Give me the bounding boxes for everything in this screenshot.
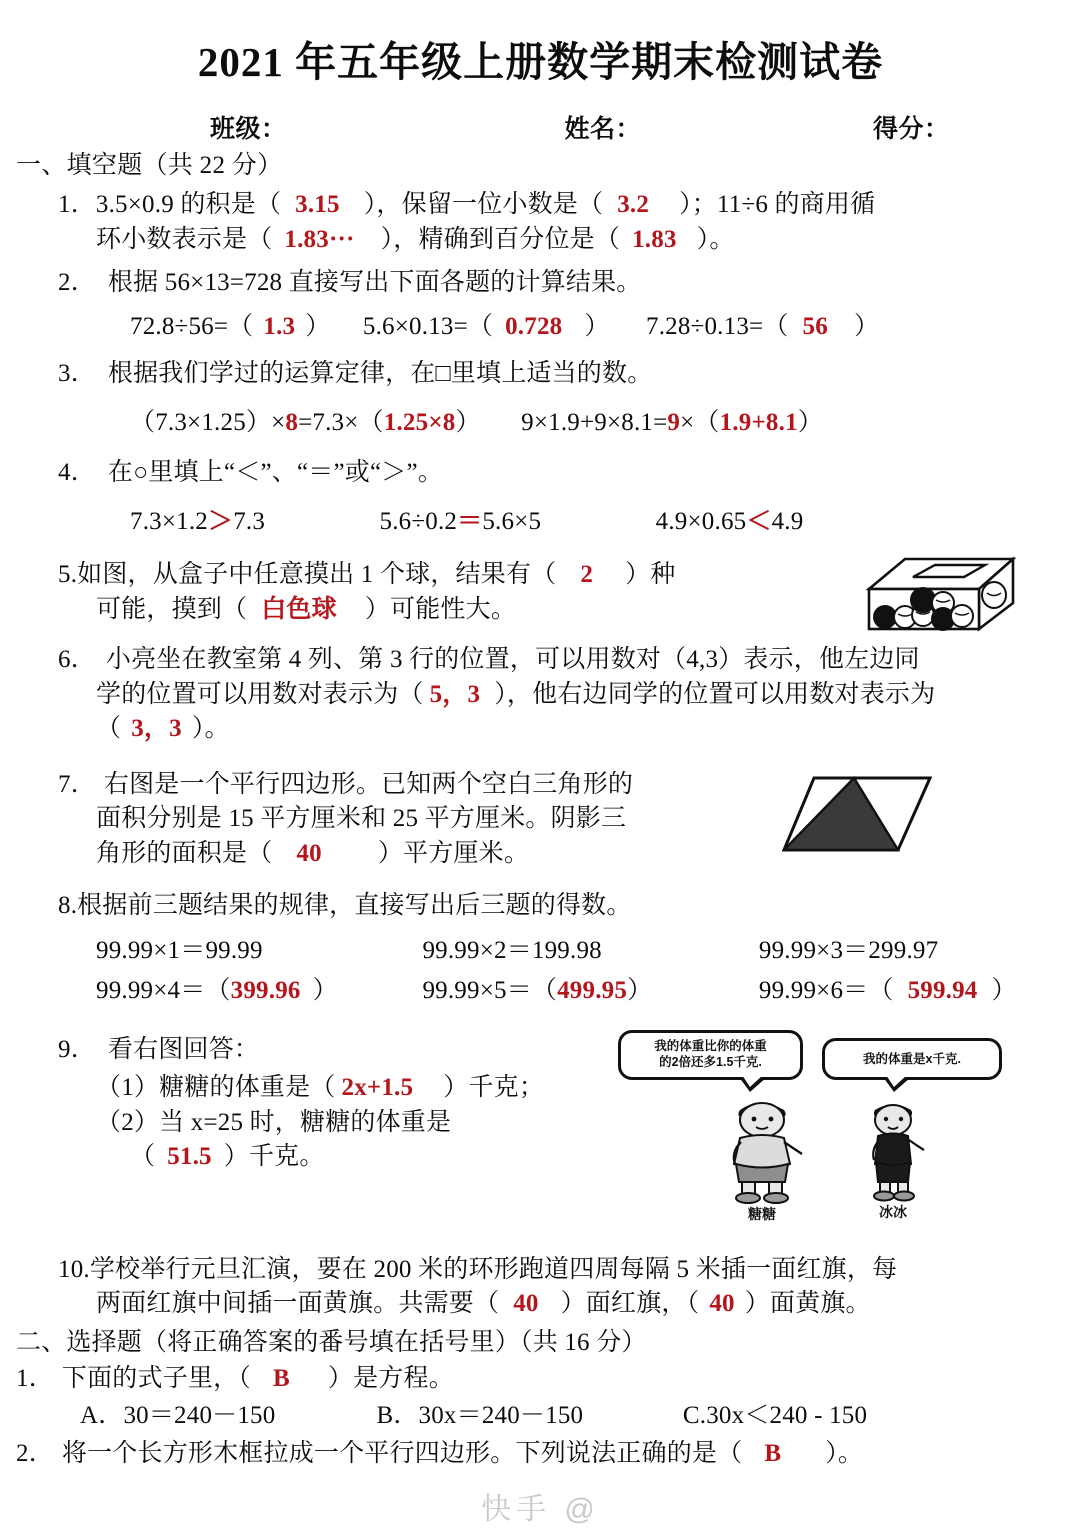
score-field-label: 得分： bbox=[873, 116, 950, 144]
s2q1-answer: B bbox=[273, 1365, 290, 1393]
s2q1-option-b[interactable]: B．30x＝240－150 bbox=[376, 1401, 584, 1429]
q8-expr-1: 99.99×5＝（ bbox=[422, 977, 558, 1005]
q4-item-2 bbox=[548, 508, 804, 535]
s2q1-text-b: ）是方程。 bbox=[327, 1365, 454, 1393]
q8-answer-1: 499.95 bbox=[557, 977, 628, 1005]
q2-answer-2: 56 bbox=[802, 312, 828, 340]
kid-name-right: 冰冰 bbox=[879, 1204, 907, 1220]
q2-expr-0: 72.8÷56=（ bbox=[130, 312, 254, 340]
q4-item-0 bbox=[130, 508, 265, 535]
q6-number: 6． bbox=[58, 646, 96, 674]
q2-item-1 bbox=[337, 313, 610, 340]
q2-close-2: ） bbox=[853, 312, 880, 340]
q2-expr-2: 7.28÷0.13=（ bbox=[646, 312, 789, 340]
q1-line2-c: ）。 bbox=[696, 225, 735, 253]
q4-text: 在○里填上“＜”、“＝”或“＞”。 bbox=[107, 459, 443, 487]
speech-bubble-right bbox=[822, 1038, 1002, 1080]
bubble-right-text: 我的体重是x千克. bbox=[863, 1052, 961, 1066]
q8-answer-item-0 bbox=[96, 974, 416, 1009]
q5-text-c: 可能，摸到（ bbox=[96, 595, 248, 623]
question-2-answers-row bbox=[0, 310, 1081, 345]
q4-item-1 bbox=[272, 508, 542, 535]
q8-answer-item-2 bbox=[759, 977, 1017, 1004]
q1-text-b: ），保留一位小数是（ bbox=[363, 191, 604, 219]
speech-bubble-left bbox=[618, 1030, 803, 1080]
q8-close-0: ） bbox=[312, 977, 338, 1005]
q8-given-1: 99.99×2＝199.98 bbox=[422, 936, 602, 964]
parallelogram-figure bbox=[782, 770, 932, 858]
q10-answer-1: 40 bbox=[513, 1290, 539, 1318]
question-10-line-2 bbox=[0, 1287, 1081, 1322]
q7-text-a: 角形的面积是（ bbox=[96, 839, 273, 867]
q5-text-a: 如图，从盒子中任意摸出 1 个球，结果有（ bbox=[77, 561, 557, 589]
q6-text-line1: 小亮坐在教室第 4 列、第 3 行的位置，可以用数对（4,3）表示，他左边同 bbox=[105, 646, 920, 674]
q4-left-0: 7.3×1.2 bbox=[130, 507, 208, 535]
q3-eq1-part1: （7.3×1.25）× bbox=[130, 408, 286, 436]
kid-name-left: 糖糖 bbox=[748, 1206, 776, 1222]
section2-question-1-stem bbox=[0, 1362, 1081, 1397]
q4-sign-1: ＝ bbox=[457, 507, 483, 535]
s2q1-option-c[interactable]: C.30x＜240 - 150 bbox=[682, 1401, 868, 1429]
question-8-given-row bbox=[0, 934, 1081, 969]
question-4-comparisons-row bbox=[0, 505, 1081, 540]
q3-equation-1 bbox=[130, 409, 481, 436]
question-8-answers-row bbox=[0, 974, 1081, 1009]
s2q1-number: 1． bbox=[16, 1365, 54, 1393]
q2-expr-1: 5.6×0.13=（ bbox=[362, 312, 494, 340]
q9-sub2: （2）当 x=25 时，糖糖的体重是 bbox=[96, 1108, 452, 1136]
q8-expr-2: 99.99×6＝（ bbox=[758, 977, 894, 1005]
question-10-line-1 bbox=[0, 1253, 1081, 1288]
kid-tangtang-figure bbox=[714, 1094, 810, 1204]
q1-text-a: 3.5×0.9 的积是（ bbox=[95, 191, 282, 219]
q4-right-2: 4.9 bbox=[771, 507, 804, 535]
weight-comparison-cartoon bbox=[618, 1026, 1018, 1222]
q9-sub3-a: （ bbox=[130, 1143, 156, 1171]
bubble-left-line-2: 的2倍还多1.5千克. bbox=[659, 1055, 762, 1069]
question-1-line-1 bbox=[0, 188, 1081, 223]
s2q1-option-a[interactable]: A．30＝240－150 bbox=[80, 1401, 276, 1429]
q8-answer-item-1 bbox=[422, 974, 752, 1009]
q3-eq1-part2: =7.3×（ bbox=[298, 408, 384, 436]
q3-text: 根据我们学过的运算定律，在□里填上适当的数。 bbox=[107, 360, 653, 388]
bubble-right-tail bbox=[883, 1077, 911, 1092]
q8-text: 根据前三题结果的规律，直接写出后三题的得数。 bbox=[77, 892, 632, 920]
q8-given-0: 99.99×1＝99.99 bbox=[96, 936, 263, 964]
q7-text-line1: 右图是一个平行四边形。已知两个空白三角形的 bbox=[103, 770, 634, 798]
q1-answer-b: 3.2 bbox=[617, 191, 650, 219]
question-6-line-1 bbox=[0, 643, 1081, 678]
q7-number: 7． bbox=[58, 770, 96, 798]
q4-left-2: 4.9×0.65 bbox=[655, 507, 747, 535]
q5-text-d: ）可能性大。 bbox=[364, 595, 517, 623]
q4-sign-0: ＞ bbox=[208, 507, 234, 535]
s2q2-answer: B bbox=[764, 1440, 782, 1468]
ball-box-svg bbox=[861, 551, 1021, 641]
q9-sub1-b: ）千克； bbox=[443, 1074, 545, 1102]
q3-eq2-part2: ×（ bbox=[680, 408, 720, 436]
q10-number: 10. bbox=[58, 1255, 90, 1283]
q8-number: 8. bbox=[58, 892, 78, 920]
q3-eq1-part3: ） bbox=[455, 408, 481, 436]
q4-right-1: 5.6×5 bbox=[482, 507, 542, 535]
bubble-left-tail bbox=[739, 1077, 767, 1092]
q7-text-b: ）平方厘米。 bbox=[377, 839, 530, 867]
q6-text-a: 学的位置可以用数对表示为（ bbox=[96, 680, 424, 708]
q9-number: 9． bbox=[58, 1035, 96, 1063]
q8-given-2: 99.99×3＝299.97 bbox=[758, 936, 939, 964]
q1-text-c: ）；11÷6 的商用循 bbox=[679, 191, 876, 219]
q1-line2-b: ），精确到百分位是（ bbox=[380, 225, 621, 253]
student-info-header bbox=[0, 87, 1081, 149]
q3-eq1-answer1: 8 bbox=[285, 408, 299, 436]
question-6-line-3 bbox=[0, 712, 1081, 747]
question-8-stem bbox=[0, 889, 1081, 924]
question-3-equations-row bbox=[0, 406, 1081, 441]
s2q2-text-a: 将一个长方形木框拉成一个平行四边形。下列说法正确的是（ bbox=[61, 1440, 743, 1468]
q3-eq2-answer2: 1.9+8.1 bbox=[719, 408, 798, 436]
q5-answer-2: 白色球 bbox=[261, 595, 337, 623]
q4-sign-2: ＜ bbox=[746, 507, 772, 535]
watermark: 快手 @ bbox=[481, 1493, 600, 1526]
question-3-stem bbox=[0, 357, 1081, 392]
q10-text-a: 两面红旗中间插一面黄旗。共需要（ bbox=[96, 1290, 500, 1318]
q8-expr-0: 99.99×4＝（ bbox=[96, 977, 231, 1005]
q2-number: 2． bbox=[58, 269, 96, 297]
s2q1-text-a: 下面的式子里，（ bbox=[61, 1365, 252, 1393]
q7-answer: 40 bbox=[296, 839, 322, 867]
name-field-label: 姓名： bbox=[564, 116, 642, 144]
q6-text-c: （ bbox=[96, 715, 122, 743]
q2-answer-0: 1.3 bbox=[263, 312, 296, 340]
question-4-stem bbox=[0, 456, 1081, 491]
section2-question-2-stem bbox=[0, 1437, 1081, 1472]
q9-answer-2: 51.5 bbox=[167, 1143, 212, 1171]
section2-question-1-options bbox=[0, 1399, 1081, 1434]
q6-answer-1: 5，3 bbox=[429, 680, 481, 708]
ball-box-figure bbox=[861, 551, 1021, 641]
s2q2-number: 2． bbox=[16, 1440, 54, 1468]
q2-text: 根据 56×13=728 直接写出下面各题的计算结果。 bbox=[107, 269, 642, 297]
section-1-heading: 一、填空题（共 22 分） bbox=[16, 152, 283, 180]
q3-eq2-part1: 9×1.9+9×8.1= bbox=[521, 408, 668, 436]
page-title: 2021 年五年级上册数学期末检测试卷 bbox=[197, 39, 884, 85]
q9-sub1-a: （1）糖糖的体重是（ bbox=[96, 1074, 336, 1102]
q1-answer-a: 3.15 bbox=[295, 191, 340, 219]
q1-answer-d: 1.83 bbox=[632, 225, 677, 253]
kid-bingbing-figure bbox=[850, 1096, 936, 1204]
q1-line2-a: 环小数表示是（ bbox=[96, 225, 273, 253]
parallelogram-svg bbox=[782, 770, 932, 858]
q6-text-b: ），他右边同学的位置可以用数对表示为 bbox=[494, 680, 936, 708]
q6-text-d: ）。 bbox=[191, 715, 230, 743]
q4-number: 4． bbox=[58, 459, 96, 487]
section-2-heading: 二、选择题（将正确答案的番号填在括号里）（共 16 分） bbox=[16, 1328, 647, 1356]
q10-text-b: ）面红旗，（ bbox=[560, 1290, 700, 1318]
q3-equation-2 bbox=[487, 409, 823, 436]
q2-close-1: ） bbox=[584, 312, 610, 340]
q3-number: 3． bbox=[58, 360, 96, 388]
q10-text-line1: 学校举行元旦汇演，要在 200 米的环形跑道四周每隔 5 米插一面红旗，每 bbox=[89, 1255, 898, 1283]
s2q2-text-b: ）。 bbox=[825, 1440, 864, 1468]
class-field-label: 班级： bbox=[210, 116, 287, 144]
question-1-line-2 bbox=[0, 223, 1081, 258]
q9-text: 看右图回答： bbox=[107, 1035, 260, 1063]
bubble-left-line-1: 我的体重比你的体重 bbox=[654, 1039, 767, 1053]
q5-text-b: ）种 bbox=[625, 561, 676, 589]
q3-eq2-part3: ） bbox=[797, 408, 823, 436]
q1-number: 1． bbox=[58, 191, 96, 219]
q1-answer-c: 1.83··· bbox=[284, 225, 355, 253]
q8-close-1: ） bbox=[627, 977, 653, 1005]
q2-close-0: ） bbox=[305, 312, 331, 340]
q7-text-line2: 面积分别是 15 平方厘米和 25 平方厘米。阴影三 bbox=[96, 805, 627, 833]
q10-text-c: ）面黄旗。 bbox=[744, 1290, 871, 1318]
question-6-line-2 bbox=[0, 678, 1081, 713]
q4-right-0: 7.3 bbox=[233, 507, 266, 535]
q2-answer-1: 0.728 bbox=[505, 312, 563, 340]
q10-answer-2: 40 bbox=[709, 1290, 735, 1318]
q6-answer-2: 3，3 bbox=[131, 715, 182, 743]
q3-eq2-answer1: 9 bbox=[667, 408, 681, 436]
q8-answer-0: 399.96 bbox=[230, 977, 301, 1005]
q8-close-2: ） bbox=[991, 977, 1017, 1005]
question-2-stem bbox=[0, 266, 1081, 301]
q9-sub3-b: ）千克。 bbox=[223, 1143, 325, 1171]
q2-item-0 bbox=[130, 313, 330, 340]
q3-eq1-answer2: 1.25×8 bbox=[383, 408, 456, 436]
q5-number: 5. bbox=[58, 561, 78, 589]
q5-answer-1: 2 bbox=[580, 561, 594, 589]
q2-item-2 bbox=[616, 313, 879, 340]
q8-answer-2: 599.94 bbox=[907, 977, 978, 1005]
q9-answer-1: 2x+1.5 bbox=[341, 1074, 414, 1102]
q4-left-1: 5.6÷0.2 bbox=[379, 507, 458, 535]
